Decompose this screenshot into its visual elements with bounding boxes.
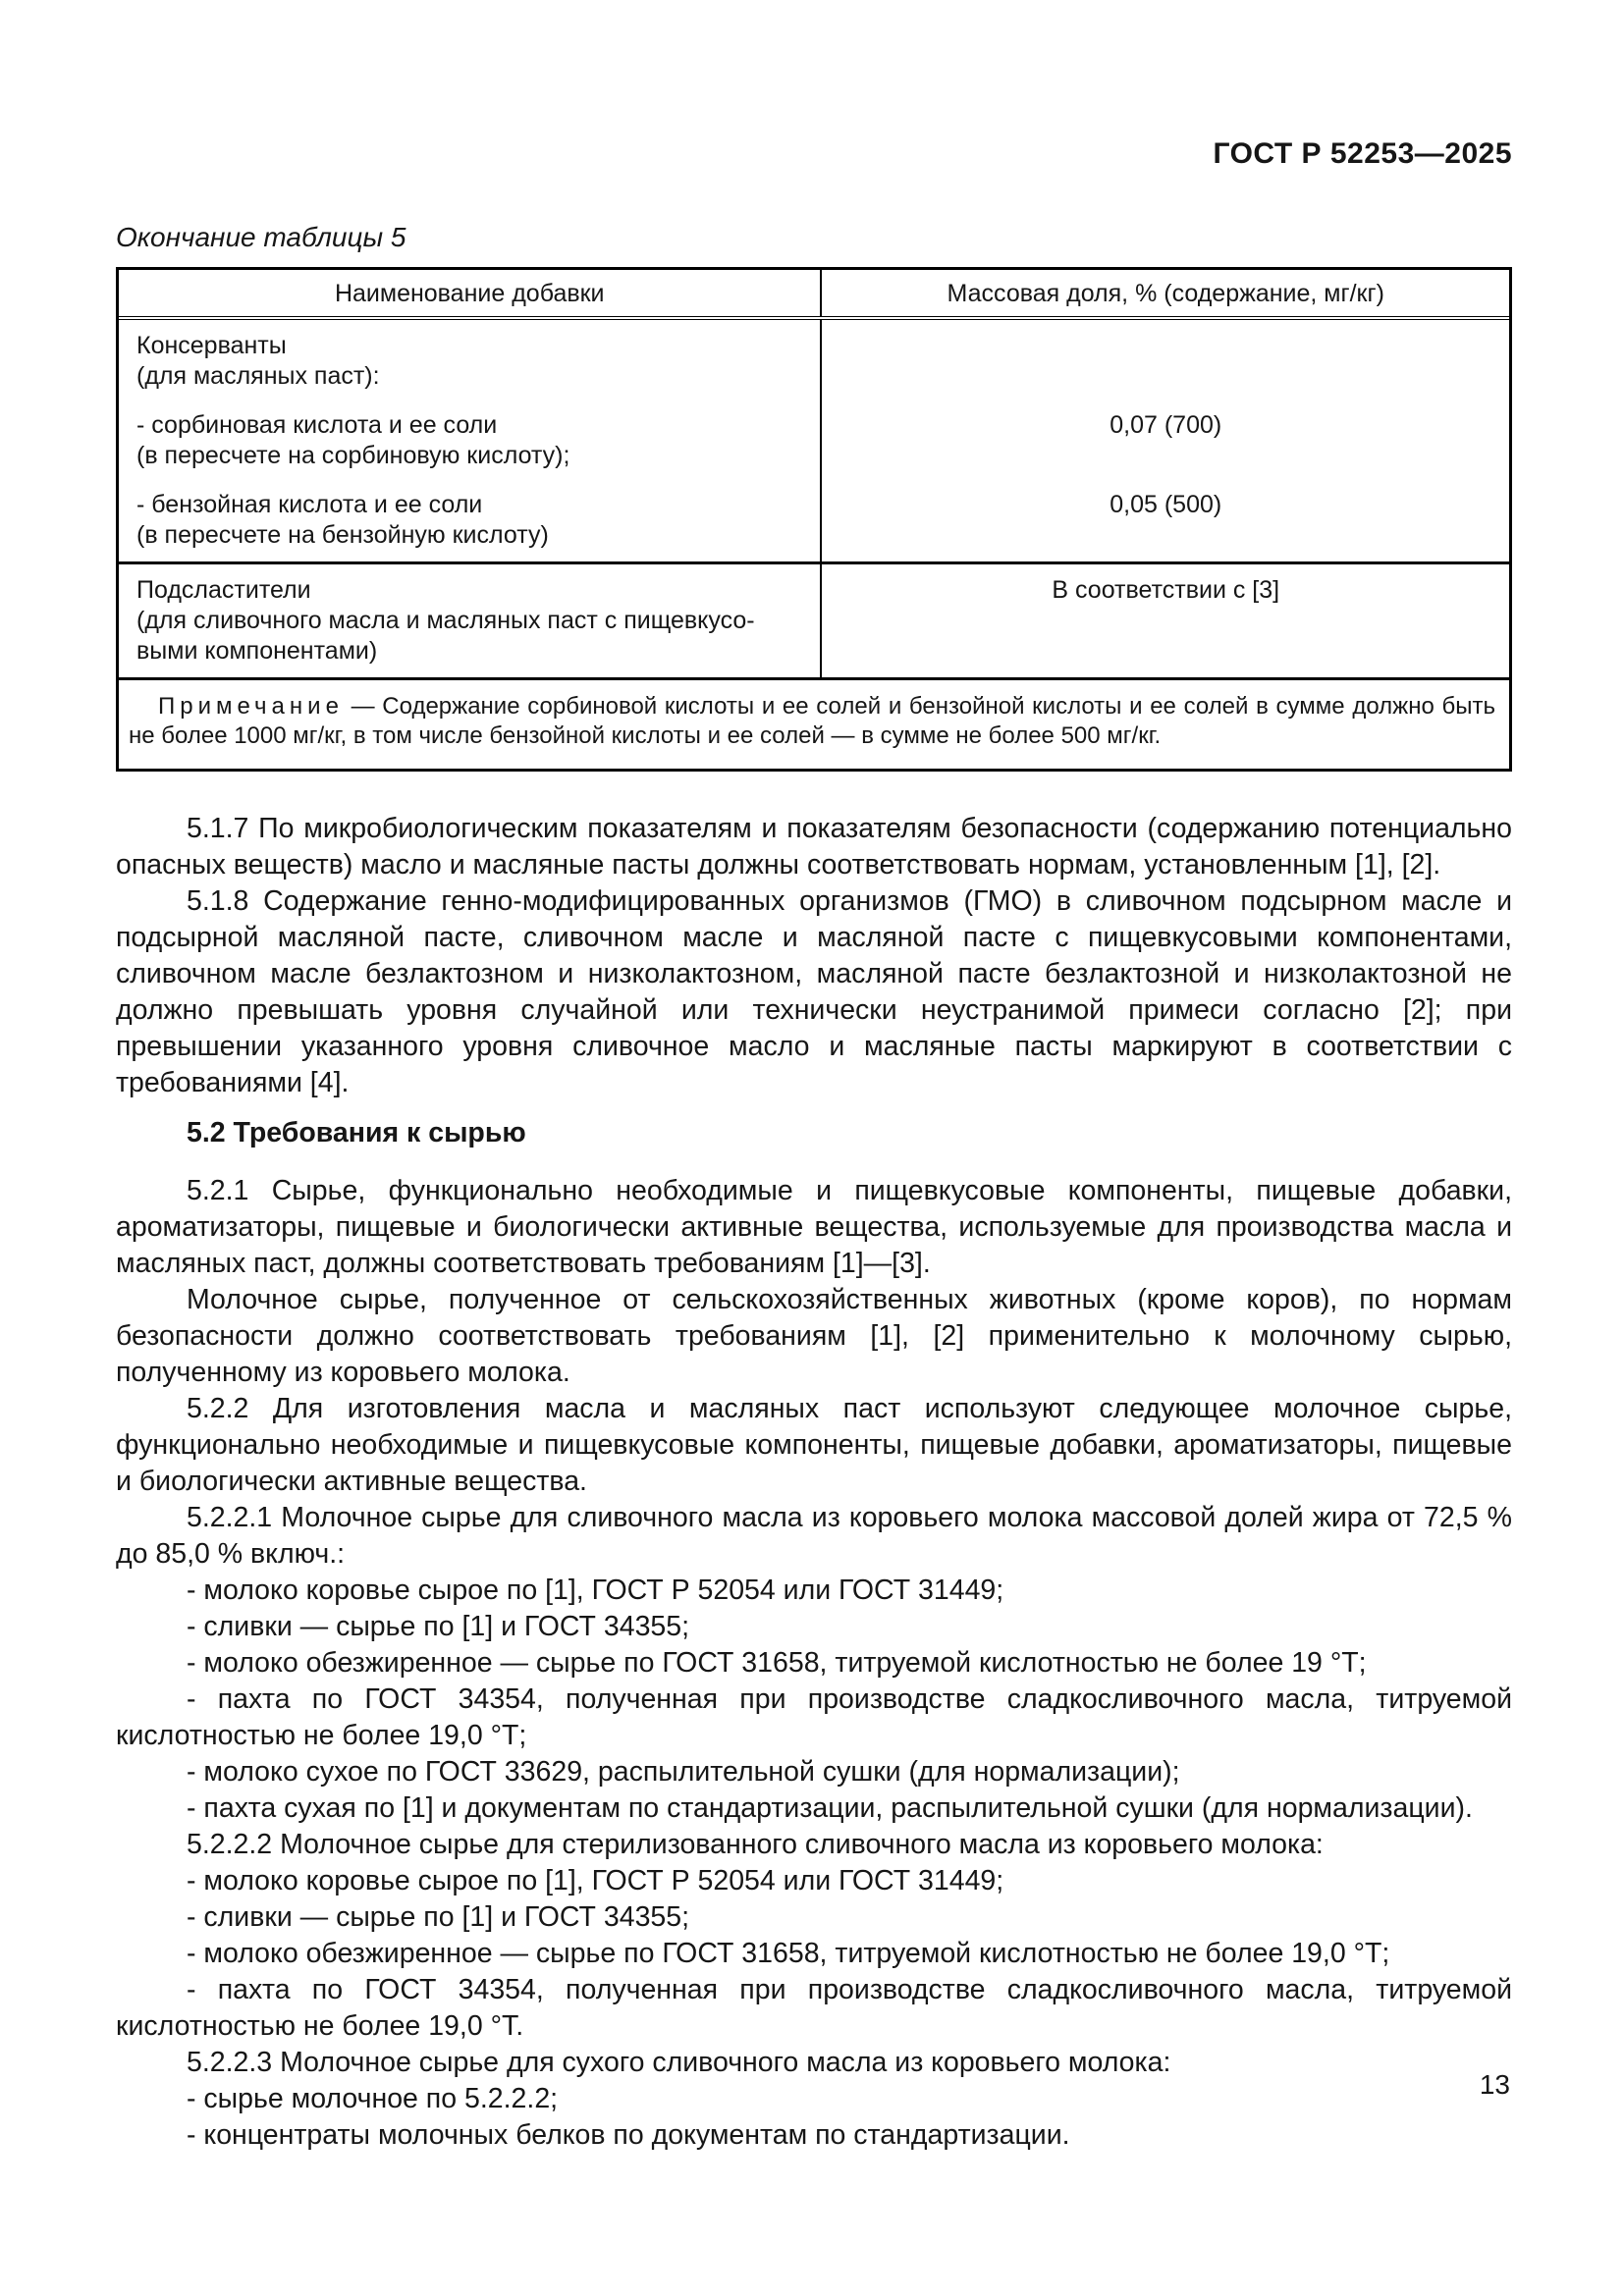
table-line: [119, 441, 1509, 471]
paragraph: - сливки — сырье по [1] и ГОСТ 34355;: [187, 1611, 690, 1642]
table-line: [119, 520, 1509, 551]
cell-mass-fraction-value: 0,05 (500): [1110, 491, 1222, 518]
section-heading: 5.2 Требования к сырью: [187, 1117, 526, 1148]
paragraph: - молоко сухое по ГОСТ 33629, распылительной сушки (для нормализации);: [187, 1756, 1180, 1788]
cell-additive-name: [119, 471, 822, 490]
cell-mass-fraction-value: [822, 471, 1509, 490]
note-text: — Содержание сорбиновой кислоты и ее солей и бензойной кислоты и ее солей в сумме должно быть не более 1000 мг/кг, в том числе бензойной кислоты и ее солей — в сумме не более 500 мг/кг.: [129, 693, 1495, 749]
paragraph: 5.2.2.2 Молочное сырье для стерилизованного сливочного масла из коровьего молока:: [187, 1829, 1324, 1860]
cell-additive-name: Подсластители: [136, 576, 311, 604]
paragraph: 5.2.2.1 Молочное сырье для сливочного масла из коровьего молока массовой долей жира от 72,5 % до 85,0 % включ.:: [116, 1502, 1512, 1570]
table-line: [119, 331, 1509, 361]
document-paragraphs: [116, 811, 1512, 2154]
table-line: [119, 410, 1509, 441]
paragraph: 5.1.7 По микробиологическим показателям и показателям безопасности (содержанию потенциально опасных веществ) масло и масляные пасты должны соответствовать нормам, установленным [1], [2].: [116, 813, 1512, 881]
page-content: [116, 137, 1512, 2154]
page-number: 13: [1479, 2069, 1510, 2100]
table-note: [119, 680, 1509, 769]
table-row-sweeteners: [119, 564, 1509, 680]
note-label: Примечание: [158, 693, 344, 720]
cell-mass-fraction-value: [822, 331, 1509, 361]
table-line: [119, 636, 1509, 667]
paragraph: - молоко коровье сырое по [1], ГОСТ Р 52054 или ГОСТ 31449;: [187, 1575, 1004, 1606]
paragraph: - концентраты молочных белков по документам по стандартизации.: [187, 2119, 1070, 2151]
cell-mass-fraction-value: В соответствии с [3]: [1052, 576, 1280, 604]
cell-mass-fraction-value: [822, 361, 1509, 392]
paragraph: - молоко коровье сырое по [1], ГОСТ Р 52054 или ГОСТ 31449;: [187, 1865, 1004, 1896]
table-caption: Окончание таблицы 5: [116, 222, 406, 252]
table-header-row: [119, 270, 1509, 320]
cell-additive-name: (в пересчете на бензойную кислоту): [136, 521, 549, 549]
cell-additive-name: - сорбиновая кислота и ее соли: [136, 411, 498, 439]
table-row-preservatives: [119, 320, 1509, 564]
standard-code: ГОСТ Р 52253—2025: [1213, 137, 1512, 170]
cell-mass-fraction-value: [822, 520, 1509, 551]
cell-additive-name: (для сливочного масла и масляных паст с пищевкусо-: [136, 607, 755, 634]
cell-mass-fraction-value: 0,07 (700): [1110, 411, 1222, 439]
table-line: [119, 392, 1509, 410]
paragraph: - пахта сухая по [1] и документам по стандартизации, распылительной сушки (для нормализации).: [187, 1792, 1473, 1824]
paragraph: - сырье молочное по 5.2.2.2;: [187, 2083, 559, 2114]
cell-additive-name: Консерванты: [136, 332, 287, 359]
table-line: [119, 575, 1509, 606]
cell-mass-fraction-value: [822, 606, 1509, 636]
paragraph: - пахта по ГОСТ 34354, полученная при производстве сладкосливочного масла, титруемой кислотностью не более 19,0 °Т;: [116, 1683, 1512, 1751]
paragraph: Молочное сырье, полученное от сельскохозяйственных животных (кроме коров), по нормам безопасности должно соответствовать требованиям [1], [2] применительно к молочному сырью, полученному из коровьего молока.: [116, 1284, 1512, 1388]
paragraph: 5.2.2 Для изготовления масла и масляных паст используют следующее молочное сырье, функционально необходимые и пищевкусовые компоненты, пищевые добавки, ароматизаторы, пищевые и биологически активные вещества.: [116, 1393, 1512, 1497]
table-line: [119, 490, 1509, 520]
table-5: [116, 267, 1512, 772]
table-line: [119, 361, 1509, 392]
column-header-additive-name: Наименование добавки: [119, 270, 822, 316]
table-body: [119, 320, 1509, 680]
cell-mass-fraction-value: [822, 441, 1509, 471]
cell-additive-name: выми компонентами): [136, 637, 378, 665]
paragraph: - пахта по ГОСТ 34354, полученная при производстве сладкосливочного масла, титруемой кислотностью не более 19,0 °Т.: [116, 1974, 1512, 2042]
table-line: [119, 471, 1509, 490]
table-line: [119, 606, 1509, 636]
paragraph: 5.1.8 Содержание генно-модифицированных организмов (ГМО) в сливочном подсырном масле и подсырной масляной пасте, сливочном масле и масляной пасте с пищевкусовыми компонентами, сливочном масле безлактозном и низколактозном, масляной пасте безлактозной и низколактозной не должно превышать уровня случайной или технически неустранимой примеси согласно [2]; при превышении указанного уровня сливочное масло и масляные пасты маркируют в соответствии с требованиями [4].: [116, 885, 1512, 1098]
cell-additive-name: [119, 392, 822, 410]
paragraph: 5.2.1 Сырье, функционально необходимые и пищевкусовые компоненты, пищевые добавки, ароматизаторы, пищевые и биологически активные вещества, используемые для производства масла и масляных паст, должны соответствовать требованиям [1]—[3].: [116, 1175, 1512, 1279]
cell-mass-fraction-value: [822, 392, 1509, 410]
cell-additive-name: - бензойная кислота и ее соли: [136, 491, 483, 518]
paragraph: - сливки — сырье по [1] и ГОСТ 34355;: [187, 1901, 690, 1933]
paragraph: - молоко обезжиренное — сырье по ГОСТ 31658, титруемой кислотностью не более 19,0 °Т;: [187, 1938, 1390, 1969]
cell-mass-fraction-value: [822, 636, 1509, 667]
paragraph: - молоко обезжиренное — сырье по ГОСТ 31658, титруемой кислотностью не более 19 °Т;: [187, 1647, 1367, 1679]
cell-additive-name: (для масляных паст):: [136, 362, 380, 390]
column-header-mass-fraction: Массовая доля, % (содержание, мг/кг): [947, 280, 1384, 307]
cell-additive-name: (в пересчете на сорбиновую кислоту);: [136, 442, 570, 469]
paragraph: 5.2.2.3 Молочное сырье для сухого сливочного масла из коровьего молока:: [187, 2047, 1171, 2078]
